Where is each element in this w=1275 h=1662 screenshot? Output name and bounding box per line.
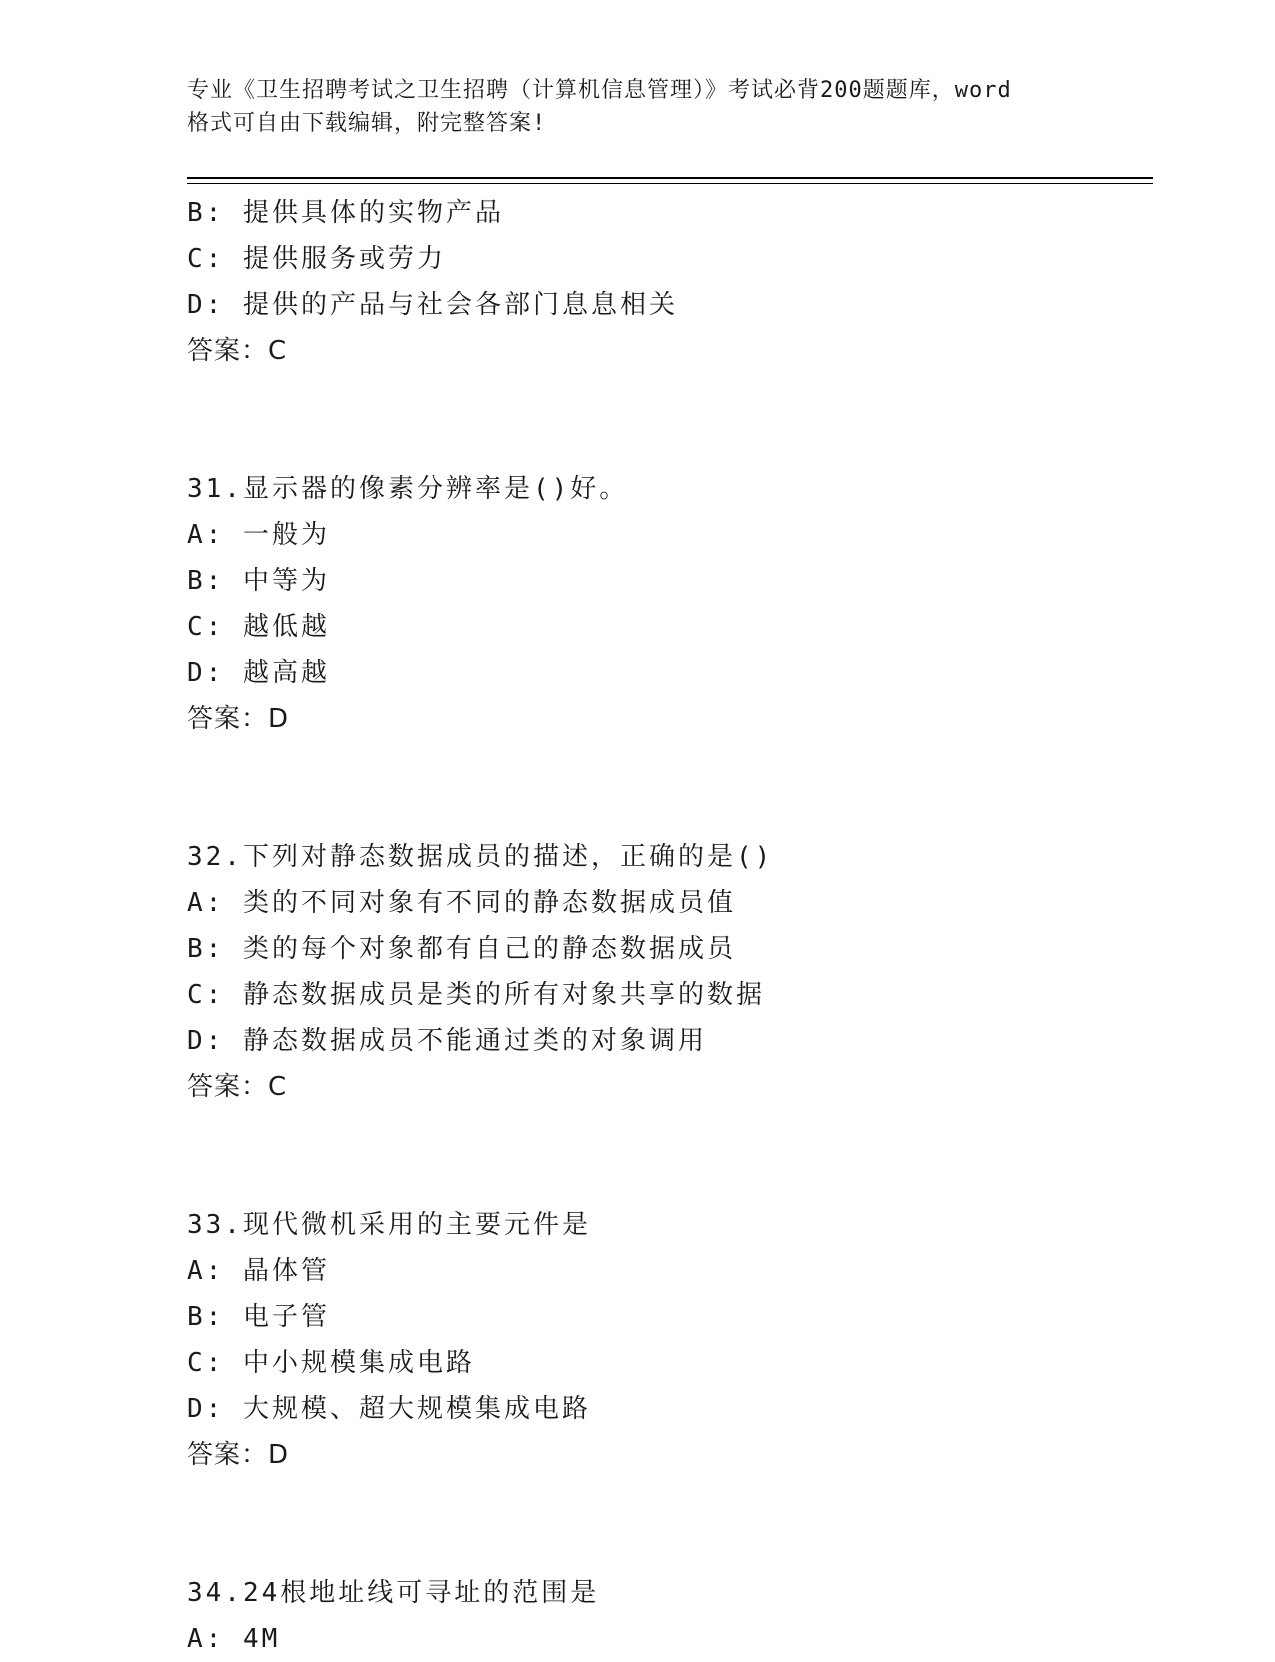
header-rule-thick <box>187 177 1153 179</box>
spacer <box>187 374 1153 466</box>
option-line: B: 提供具体的实物产品 <box>187 198 504 228</box>
question-block-32 <box>187 834 1153 1110</box>
question-block-31 <box>187 466 1153 742</box>
spacer <box>187 1110 1153 1202</box>
option-line: A: 一般为 <box>187 520 330 550</box>
option-line: D: 越高越 <box>187 658 330 688</box>
question-list <box>187 190 1153 1662</box>
spacer <box>187 742 1153 834</box>
header-line-2: 格式可自由下载编辑，附完整答案! <box>187 111 547 136</box>
option-line: B: 电子管 <box>187 1302 330 1332</box>
question-block-33 <box>187 1202 1153 1478</box>
option-line: A: 类的不同对象有不同的静态数据成员值 <box>187 888 736 918</box>
option-line: D: 提供的产品与社会各部门息息相关 <box>187 290 678 320</box>
question-stem: 32.下列对静态数据成员的描述，正确的是() <box>187 842 774 872</box>
question-block-34 <box>187 1570 1153 1662</box>
question-stem: 31.显示器的像素分辨率是()好。 <box>187 474 629 504</box>
option-line: B: 类的每个对象都有自己的静态数据成员 <box>187 934 736 964</box>
header-rule-thin <box>187 183 1153 184</box>
option-line: C: 静态数据成员是类的所有对象共享的数据 <box>187 980 765 1010</box>
question-block-continued <box>187 190 1153 374</box>
option-line: B: 中等为 <box>187 566 330 596</box>
spacer <box>187 1478 1153 1570</box>
question-stem: 33.现代微机采用的主要元件是 <box>187 1210 591 1240</box>
option-line: D: 静态数据成员不能通过类的对象调用 <box>187 1026 707 1056</box>
option-line: A: 4M <box>187 1624 281 1654</box>
header-line-1: 专业《卫生招聘考试之卫生招聘（计算机信息管理）》考试必背200题题库，word <box>187 78 1012 103</box>
answer-line: 答案：C <box>187 1072 288 1102</box>
option-line: C: 提供服务或劳力 <box>187 244 446 274</box>
option-line: A: 晶体管 <box>187 1256 330 1286</box>
answer-line: 答案：D <box>187 1440 290 1470</box>
document-header <box>187 74 1087 140</box>
answer-line: 答案：D <box>187 704 290 734</box>
answer-line: 答案：C <box>187 336 288 366</box>
question-stem: 34.24根地址线可寻址的范围是 <box>187 1578 600 1608</box>
option-line: D: 大规模、超大规模集成电路 <box>187 1394 591 1424</box>
option-line: C: 中小规模集成电路 <box>187 1348 475 1378</box>
option-line: C: 越低越 <box>187 612 330 642</box>
